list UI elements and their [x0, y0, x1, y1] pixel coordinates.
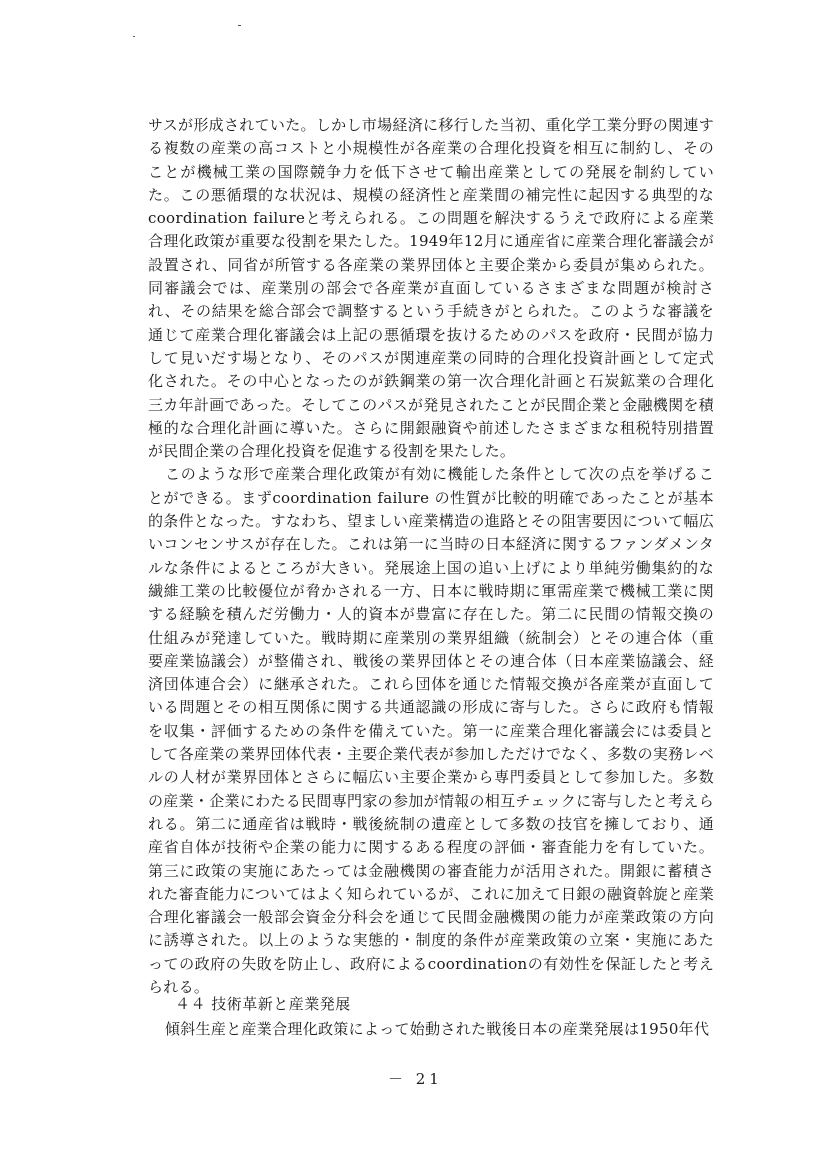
section-text: 傾斜生産と産業合理化政策によって始動された戦後日本の産業発展は1950年代 — [165, 1020, 710, 1038]
paragraph-2: このような形で産業合理化政策が有効に機能した条件として次の点を挙げることができる。まずcoordination failure の性質が比較的明確であったことが基本的条件となった。すなわち、望ましい産業構造の進路とその阻害要因について幅広いコンセンサスが存在した。これは第一に当時の日本経済に関するファンダメンタルな条件によるところが大きい。発展途上国の追い上げにより単純労働集約的な繊維工業の比較優位が脅かされる一方、日本に戦時期に軍需産業で機械工業に関する経験を積んだ労働力・人的資本が豊富に存在した。第二に民間の情報交換の仕組みが発達していた。戦時期に産業別の業界組織（統制会）とその連合体（重要産業協議会）が整備され、戦後の業界団体とその連合体（日本産業協議会、経済団体連合会）に継承された。これら団体を通じた情報交換が各産業が直面している問題とその相互関係に関する共通認識の形成に寄与した。さらに政府も情報を収集・評価するための条件を備えていた。第一に産業合理化審議会には委員として各産業の業界団体代表・主要企業代表が参加しただけでなく、多数の実務レベルの人材が業界団体とさらに幅広い主要企業から専門委員として参加した。多数の産業・企業にわたる民間専門家の参加が情報の相互チェックに寄与したと考えられる。第二に通産省は戦時・戦後統制の遺産として多数の技官を擁しており、通産省自体が技術や企業の能力に関するある程度の評価・審査能力を有していた。第三に政策の実施にあたっては金融機関の審査能力が活用された。開銀に蓄積された審査能力についてはよく知られているが、これに加えて日銀の融資斡旋と産業合理化審議会一般部会資金分科会を通じて民間金融機関の能力が産業政策の方向に誘導された。以上のような実態的・制度的条件が産業政策の立案・実施にあたっての政府の失敗を防止し、政府によるcoordinationの有効性を保証したと考えられる。 — [148, 465, 714, 996]
section-heading: ４４ 技術革新と産業発展 — [175, 995, 351, 1013]
page-number: － 21 — [388, 1070, 443, 1088]
paragraph-1: サスが形成されていた。しかし市場経済に移行した当初、重化学工業分野の関連する複数の産業の高コストと小規模性が各産業の合理化投資を相互に制約し、そのことが機械工業の国際競争力を低下させて輸出産業としての発展を制約していた。この悪循環的な状況は、規模の経済性と産業間の補完性に起因する典型的なcoordination failureと考えられる。この問題を解決するうえで政府による産業合理化政策が重要な役割を果たした。1949年12月に通産省に産業合理化審議会が設置され、同省が所管する各産業の業界団体と主要企業から委員が集められた。同審議会では、産業別の部会で各産業が直面しているさまざまな問題が検討され、その結果を総合部会で調整するという手続きがとられた。このような審議を通じて産業合理化審議会は上記の悪循環を抜けるためのパスを政府・民間が協力して見いだす場となり、そのパスが関連産業の同時的合理化投資計画として定式化された。その中心となったのが鉄鋼業の第一次合理化計画と石炭鉱業の合理化三カ年計画であった。そしてこのパスが発見されたことが民間企業と金融機関を積極的な合理化計画に導いた。さらに開銀融資や前述したさまざまな租税特別措置が民間企業の合理化投資を促進する役割を果たした。 — [148, 116, 714, 461]
body-text — [148, 114, 714, 999]
scan-mark — [238, 25, 241, 26]
scan-mark — [133, 36, 135, 37]
